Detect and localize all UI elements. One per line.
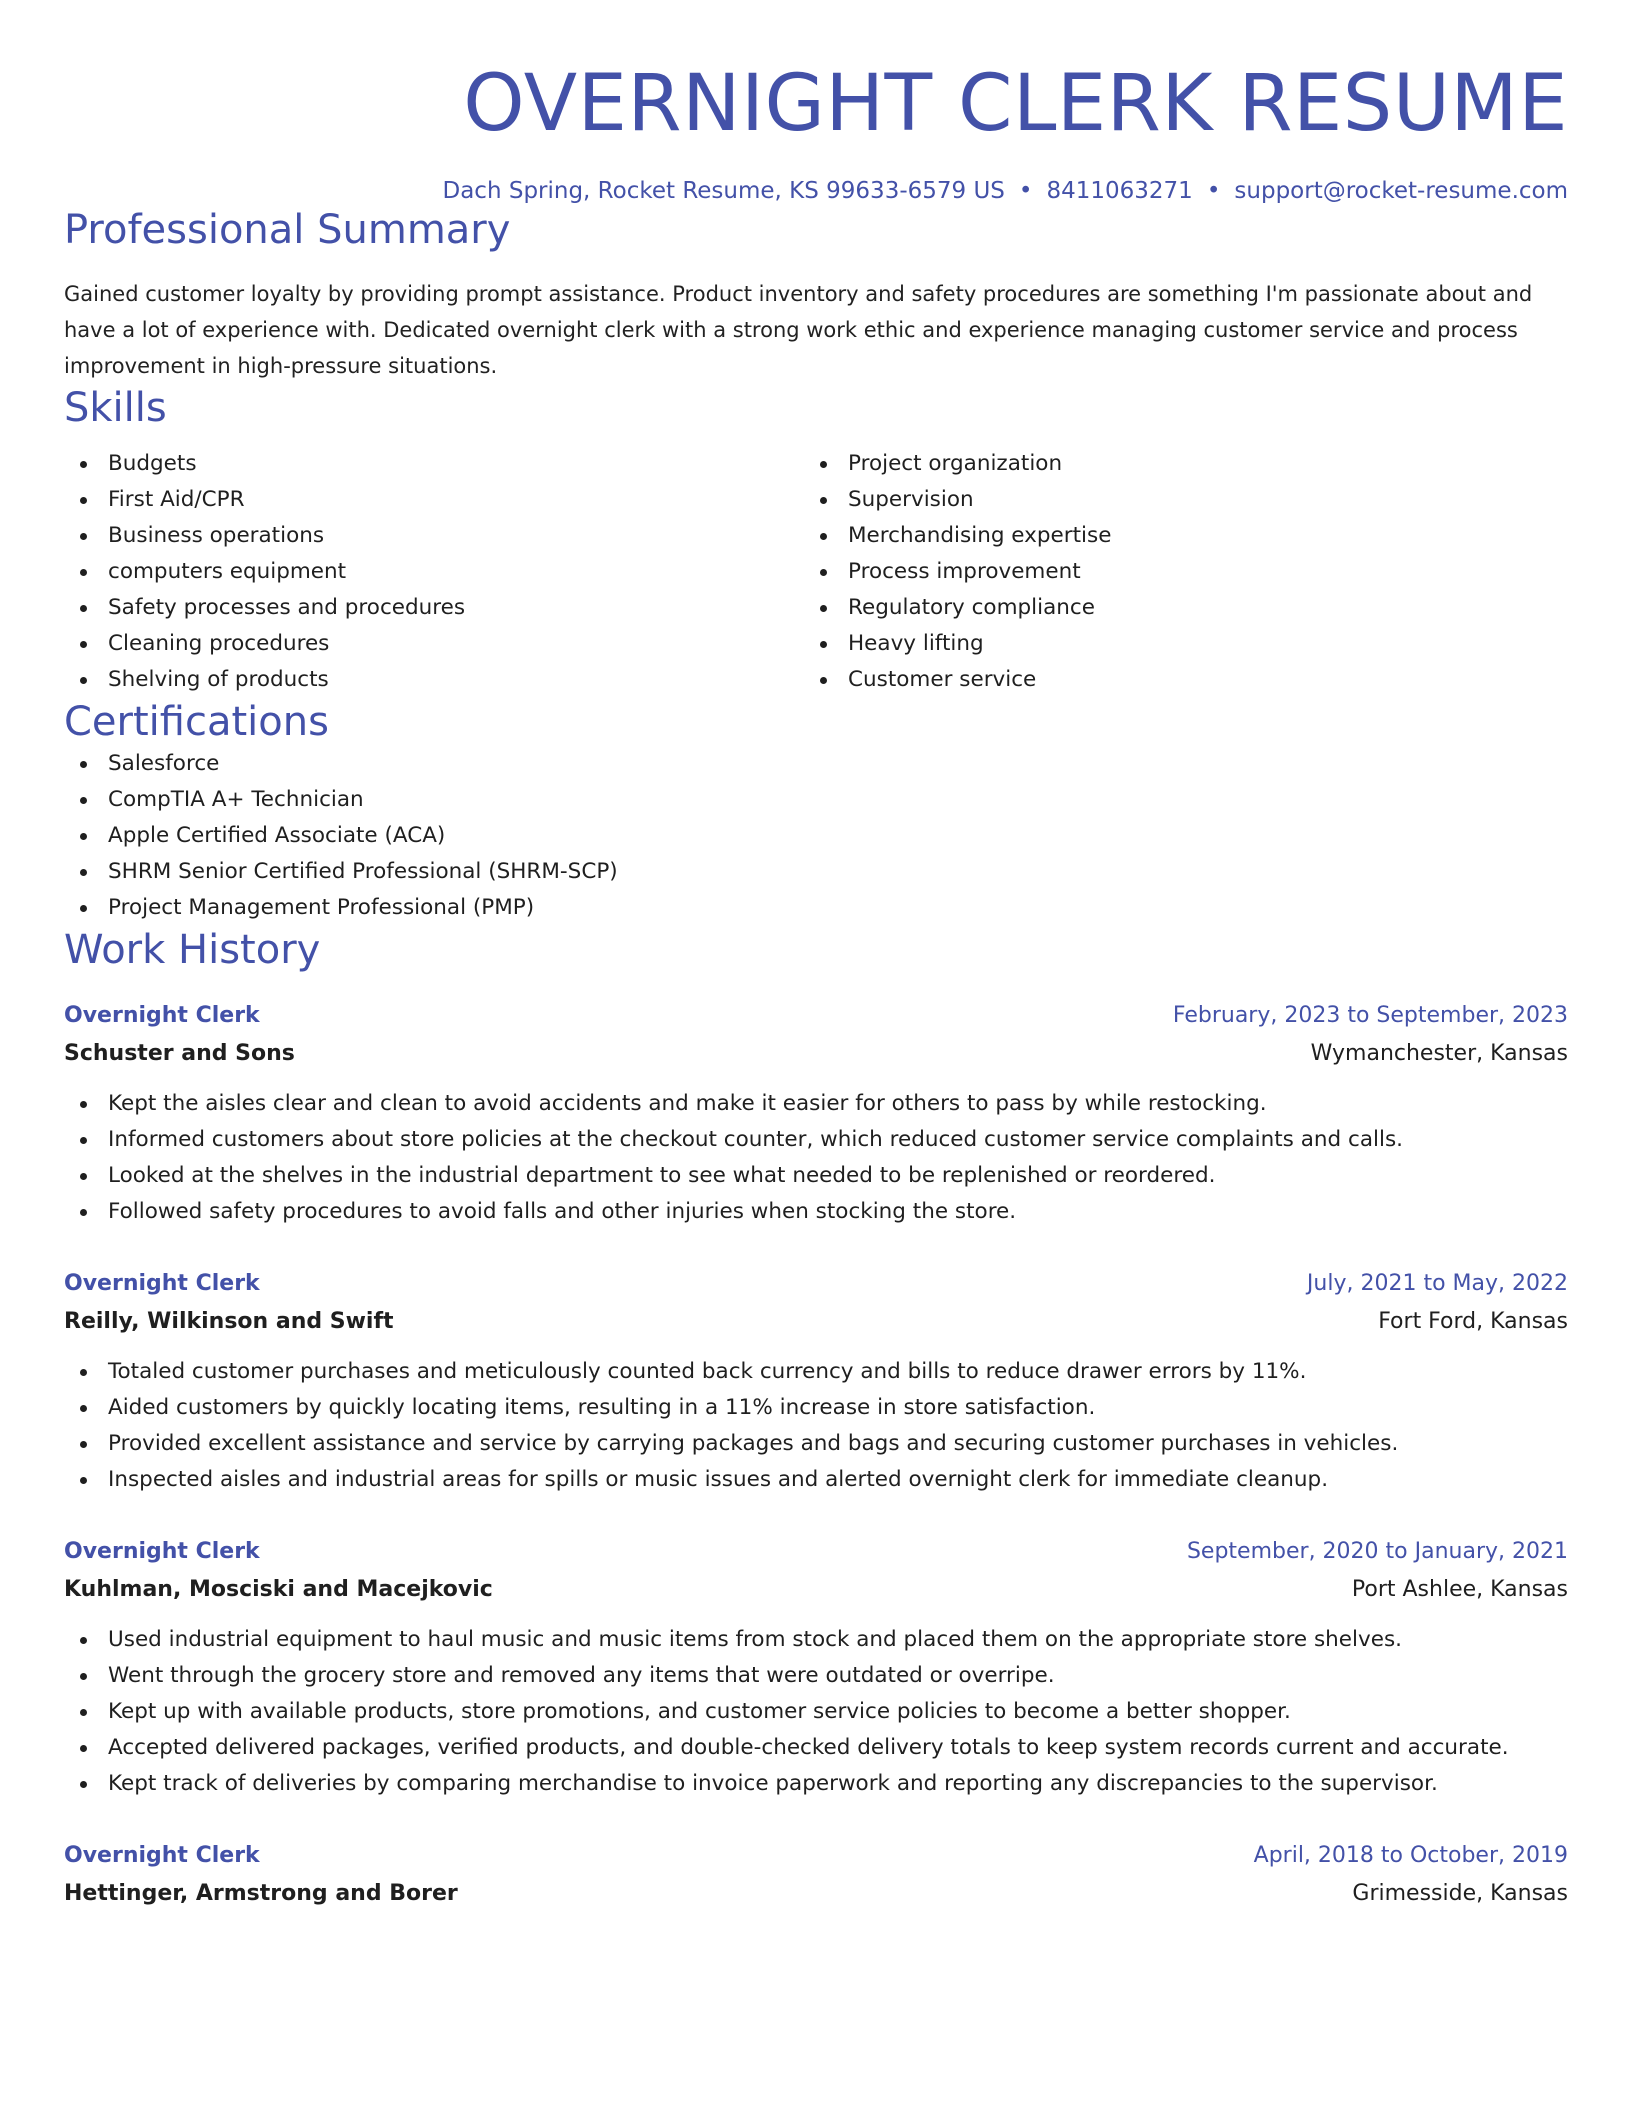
job-bullet: Kept up with available products, store promotions, and customer service policies to become a better shopper. (64, 1694, 1568, 1730)
job-bullet: Looked at the shelves in the industrial department to see what needed to be replenished or reordered. (64, 1158, 1568, 1194)
job-company: Schuster and Sons (64, 1041, 295, 1066)
job-bullets (64, 1086, 1568, 1230)
summary-text: Gained customer loyalty by providing prompt assistance. Product inventory and safety procedures are something I'm passionate about and have a lot of experience with. Dedicated overnight clerk with a strong work ethic and experience managing customer service and process improvement in high-pressure situations. (64, 282, 1533, 378)
section-title-summary: Professional Summary (64, 207, 511, 253)
job-role: Overnight Clerk (64, 1539, 260, 1564)
section-title-work-history: Work History (64, 927, 321, 973)
job-company: Kuhlman, Mosciski and Macejkovic (64, 1577, 493, 1602)
job-company: Reilly, Wilkinson and Swift (64, 1309, 394, 1334)
job-entry (64, 1532, 1568, 1802)
skill-item: computers equipment (64, 554, 804, 590)
skills-section (64, 384, 1568, 698)
job-role: Overnight Clerk (64, 1003, 260, 1028)
job-entry (64, 1264, 1568, 1498)
job-dates: April, 2018 to October, 2019 (1253, 1843, 1568, 1868)
job-company-row (64, 1036, 1568, 1072)
job-header-row (64, 1264, 1568, 1304)
job-bullets (64, 1354, 1568, 1498)
resume-header (64, 0, 1568, 206)
job-bullet: Kept track of deliveries by comparing merchandise to invoice paperwork and reporting any discrepancies to the supervisor. (64, 1766, 1568, 1802)
job-entry (64, 996, 1568, 1230)
section-title-certifications: Certifications (64, 699, 329, 745)
section-title-skills: Skills (64, 385, 167, 431)
skill-item: Process improvement (804, 554, 1544, 590)
certifications-list (64, 746, 1568, 926)
skills-column-left (64, 446, 804, 698)
job-bullet: Accepted delivered packages, verified products, and double-checked delivery totals to keep system records current and accurate. (64, 1730, 1568, 1766)
job-dates: September, 2020 to January, 2021 (1186, 1539, 1568, 1564)
skill-item: Heavy lifting (804, 626, 1544, 662)
job-company: Hettinger, Armstrong and Borer (64, 1881, 458, 1906)
job-bullet: Inspected aisles and industrial areas for spills or music issues and alerted overnight clerk for immediate cleanup. (64, 1462, 1568, 1498)
job-header-row (64, 1836, 1568, 1876)
professional-summary-section (64, 206, 1568, 384)
certification-item: SHRM Senior Certified Professional (SHRM-SCP) (64, 854, 1568, 890)
certification-item: Project Management Professional (PMP) (64, 890, 1568, 926)
job-header-row (64, 1532, 1568, 1572)
contact-separator: • (1018, 178, 1033, 204)
job-header-row (64, 996, 1568, 1036)
skill-item: Project organization (804, 446, 1544, 482)
job-bullets (64, 1622, 1568, 1802)
skill-item: Supervision (804, 482, 1544, 518)
certifications-section (64, 698, 1568, 926)
contact-line (64, 176, 1568, 206)
skills-list-left (64, 446, 804, 698)
certification-item: CompTIA A+ Technician (64, 782, 1568, 818)
skills-list-right (804, 446, 1544, 698)
job-bullet: Provided excellent assistance and service by carrying packages and bags and securing customer purchases in vehicles. (64, 1426, 1568, 1462)
job-location: Grimesside, Kansas (1352, 1881, 1568, 1906)
contact-email: support@rocket-resume.com (1234, 178, 1568, 204)
job-company-row (64, 1876, 1568, 1912)
job-location: Wymanchester, Kansas (1310, 1041, 1568, 1066)
skill-item: Regulatory compliance (804, 590, 1544, 626)
job-location: Port Ashlee, Kansas (1351, 1577, 1568, 1602)
job-bullet: Aided customers by quickly locating items, resulting in a 11% increase in store satisfaction. (64, 1390, 1568, 1426)
contact-address: Dach Spring, Rocket Resume, KS 99633-6579 US (442, 178, 1005, 204)
skill-item: Safety processes and procedures (64, 590, 804, 626)
skill-item: Cleaning procedures (64, 626, 804, 662)
job-location: Fort Ford, Kansas (1378, 1309, 1568, 1334)
skills-columns (64, 446, 1568, 698)
certification-item: Apple Certified Associate (ACA) (64, 818, 1568, 854)
job-bullet: Kept the aisles clear and clean to avoid accidents and make it easier for others to pass by while restocking. (64, 1086, 1568, 1122)
certification-item: Salesforce (64, 746, 1568, 782)
job-role: Overnight Clerk (64, 1271, 260, 1296)
skills-column-right (804, 446, 1544, 698)
job-bullet: Went through the grocery store and removed any items that were outdated or overripe. (64, 1658, 1568, 1694)
skill-item: Merchandising expertise (804, 518, 1544, 554)
job-dates: February, 2023 to September, 2023 (1172, 1003, 1568, 1028)
skill-item: Shelving of products (64, 662, 804, 698)
job-bullet: Totaled customer purchases and meticulously counted back currency and bills to reduce drawer errors by 11%. (64, 1354, 1568, 1390)
job-bullet: Followed safety procedures to avoid falls and other injuries when stocking the store. (64, 1194, 1568, 1230)
skill-item: First Aid/CPR (64, 482, 804, 518)
job-entry (64, 1836, 1568, 1912)
skill-item: Business operations (64, 518, 804, 554)
contact-phone: 8411063271 (1046, 178, 1193, 204)
job-role: Overnight Clerk (64, 1843, 260, 1868)
job-company-row (64, 1572, 1568, 1608)
work-history-section (64, 926, 1568, 1912)
job-bullet: Used industrial equipment to haul music and music items from stock and placed them on the appropriate store shelves. (64, 1622, 1568, 1658)
job-company-row (64, 1304, 1568, 1340)
contact-separator: • (1206, 178, 1221, 204)
skill-item: Budgets (64, 446, 804, 482)
resume-title: OVERNIGHT CLERK RESUME (463, 59, 1568, 149)
job-bullet: Informed customers about store policies at the checkout counter, which reduced customer service complaints and calls. (64, 1122, 1568, 1158)
job-dates: July, 2021 to May, 2022 (1306, 1271, 1568, 1296)
skill-item: Customer service (804, 662, 1544, 698)
